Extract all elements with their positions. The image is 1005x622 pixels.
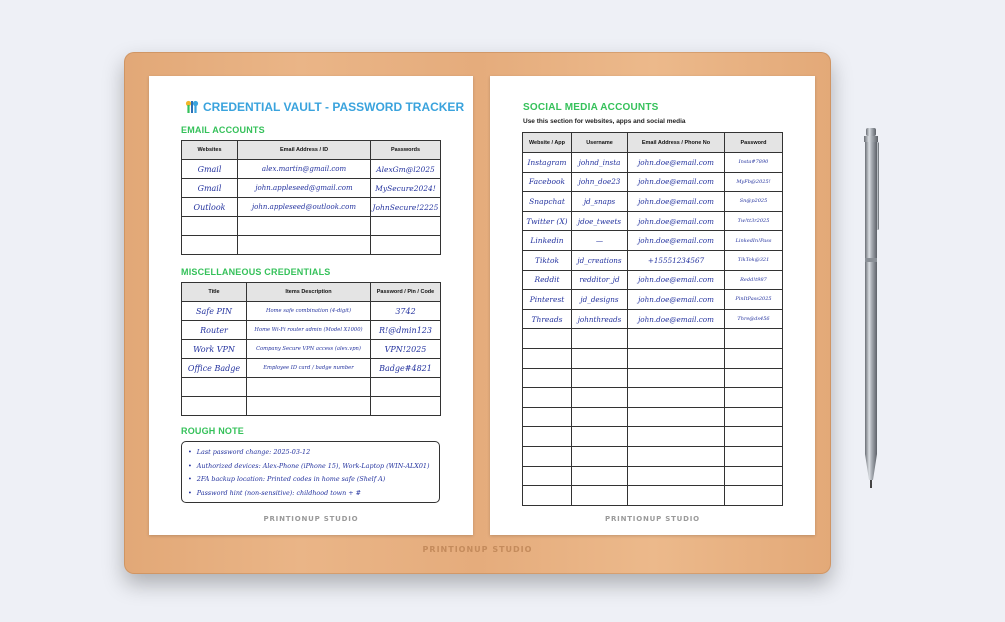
table-cell: john.appleseed@outlook.com [238,198,371,217]
table-cell: johnd_insta [572,153,628,173]
table-cell: john.doe@email.com [628,290,725,310]
table-cell: VPN!2025 [371,340,441,359]
table-row [182,179,441,198]
table-row [523,192,783,212]
table-cell: AlexGm@l2025 [371,160,441,179]
table-cell: john.doe@email.com [628,270,725,290]
column-header: Email Address / ID [238,141,371,160]
table-row [523,270,783,290]
table-cell: Safe PIN [182,302,247,321]
table-cell: Employee ID card / badge number [247,359,371,378]
table-cell: Twitter (X) [523,211,572,231]
table-cell [628,329,725,349]
table-cell: john.doe@email.com [628,231,725,251]
table-cell [725,446,783,466]
table-row [523,153,783,173]
column-header: Websites [182,141,238,160]
table-row [182,340,441,359]
table-cell: — [572,231,628,251]
right-page-brand: PRINTIONUP STUDIO [605,515,700,523]
table-cell [572,348,628,368]
table-row [523,329,783,349]
table-row [523,427,783,447]
table-row [182,198,441,217]
table-cell: PinItPass2025 [725,290,783,310]
table-cell [572,427,628,447]
table-row [523,407,783,427]
table-cell [572,368,628,388]
table-cell: jd_designs [572,290,628,310]
table-cell [572,446,628,466]
table-cell [523,446,572,466]
column-header: Username [572,133,628,153]
table-cell: Thre@ds456 [725,309,783,329]
table-cell [523,466,572,486]
table-row [182,236,441,255]
table-cell: Instagram [523,153,572,173]
table-row [182,302,441,321]
table-row [182,321,441,340]
table-cell [725,348,783,368]
table-cell [523,348,572,368]
table-cell: Pinterest [523,290,572,310]
table-cell: R!@dmin123 [371,321,441,340]
table-cell: john_doe23 [572,172,628,192]
table-cell: Insta#7890 [725,153,783,173]
table-cell [628,388,725,408]
note-item: • Password hint (non-sensitive): childhood town + # [188,487,433,501]
table-cell: john.doe@email.com [628,192,725,212]
table-row [523,231,783,251]
table-cell: Facebook [523,172,572,192]
table-cell: Tw!tt3r2025 [725,211,783,231]
table-cell: Home safe combination (4-digit) [247,302,371,321]
table-cell [725,407,783,427]
table-cell [628,407,725,427]
column-header: Items Description [247,283,371,302]
rough-note-box [181,441,440,503]
pen [861,128,881,490]
table-cell [371,236,441,255]
table-row [182,160,441,179]
table-cell: Redd!t987 [725,270,783,290]
table-cell [572,388,628,408]
table-cell [523,368,572,388]
table-cell: john.doe@email.com [628,153,725,173]
table-cell [725,329,783,349]
table-cell: TikTok@321 [725,250,783,270]
table-cell [238,236,371,255]
table-cell: jd_creations [572,250,628,270]
table-cell: JohnSecure!2225 [371,198,441,217]
key-logo-icon [185,100,199,114]
table-cell: Snapchat [523,192,572,212]
table-cell: Office Badge [182,359,247,378]
table-cell: john.doe@email.com [628,172,725,192]
table-cell [725,427,783,447]
table-row [523,348,783,368]
table-cell [572,329,628,349]
left-page-brand: PRINTIONUP STUDIO [263,515,359,523]
social-media-heading: SOCIAL MEDIA ACCOUNTS [523,102,659,113]
table-cell: jd_snaps [572,192,628,212]
table-cell: Linkedin [523,231,572,251]
title-text: CREDENTIAL VAULT - PASSWORD TRACKER [203,100,465,114]
email-accounts-table [181,140,441,255]
table-cell [572,486,628,506]
table-cell: Sn@p2025 [725,192,783,212]
table-row [523,388,783,408]
table-row [182,378,441,397]
table-row [523,290,783,310]
table-cell: jdoe_tweets [572,211,628,231]
misc-credentials-heading: MISCELLANEOUS CREDENTIALS [181,267,331,277]
table-cell [182,378,247,397]
column-header: Password [725,133,783,153]
table-cell: Gmail [182,179,238,198]
table-row [523,486,783,506]
column-header: Title [182,283,247,302]
table-cell: redditor_jd [572,270,628,290]
table-cell: johnthreads [572,309,628,329]
table-cell [523,388,572,408]
table-cell: Company Secure VPN access (alex.vpn) [247,340,371,359]
table-cell [628,486,725,506]
rough-note-heading: ROUGH NOTE [181,426,245,436]
column-header: Password / Pin / Code [371,283,441,302]
table-cell [725,388,783,408]
table-cell [628,446,725,466]
right-page [490,76,815,535]
table-cell: Gmail [182,160,238,179]
table-cell [725,486,783,506]
left-page [149,76,473,535]
email-accounts-heading: EMAIL ACCOUNTS [181,125,265,135]
table-row [523,309,783,329]
table-cell [725,466,783,486]
table-cell: Reddit [523,270,572,290]
table-cell: Threads [523,309,572,329]
table-cell [523,407,572,427]
table-cell [247,378,371,397]
note-item: • 2FA backup location: Printed codes in home safe (Shelf A) [188,473,433,487]
table-cell [628,427,725,447]
board-brand: PRINTIONUP STUDIO [422,545,533,554]
note-item: • Last password change: 2025-03-12 [188,446,433,460]
table-cell [628,466,725,486]
table-cell [628,368,725,388]
table-cell [182,236,238,255]
table-row [523,172,783,192]
table-cell [371,378,441,397]
table-cell [523,427,572,447]
table-cell: john.appleseed@gmail.com [238,179,371,198]
table-cell [182,397,247,416]
table-cell [725,368,783,388]
column-header: Passwords [371,141,441,160]
table-cell: alex.martin@gmail.com [238,160,371,179]
table-cell: Badge#4821 [371,359,441,378]
table-cell: john.doe@email.com [628,211,725,231]
note-item: • Authorized devices: Alex-Phone (iPhone 15), Work-Laptop (WIN-ALX01) [188,460,433,474]
table-cell [238,217,371,236]
table-cell: Router [182,321,247,340]
table-cell: MySecure2024! [371,179,441,198]
social-media-subtitle: Use this section for websites, apps and social media [523,118,686,125]
table-cell [523,486,572,506]
table-row [182,397,441,416]
table-cell: MyFb@2025! [725,172,783,192]
table-cell [628,348,725,368]
table-cell [247,397,371,416]
misc-credentials-table [181,282,441,416]
table-cell: 3742 [371,302,441,321]
table-cell [523,329,572,349]
page-title [185,100,464,114]
table-row [182,359,441,378]
column-header: Email Address / Phone No [628,133,725,153]
table-cell: Outlook [182,198,238,217]
table-cell: +15551234567 [628,250,725,270]
table-cell: Work VPN [182,340,247,359]
table-row [523,250,783,270]
table-cell: LinkedIn!Pass [725,231,783,251]
table-cell [572,466,628,486]
table-row [523,446,783,466]
table-row [523,466,783,486]
table-cell [371,217,441,236]
table-row [523,368,783,388]
table-cell [371,397,441,416]
table-cell: john.doe@email.com [628,309,725,329]
column-header: Website / App [523,133,572,153]
table-row [182,217,441,236]
table-row [523,211,783,231]
social-media-table [522,132,783,506]
table-cell [182,217,238,236]
table-cell [572,407,628,427]
table-cell: Home Wi-Fi router admin (Model X1000) [247,321,371,340]
table-cell: Tiktok [523,250,572,270]
